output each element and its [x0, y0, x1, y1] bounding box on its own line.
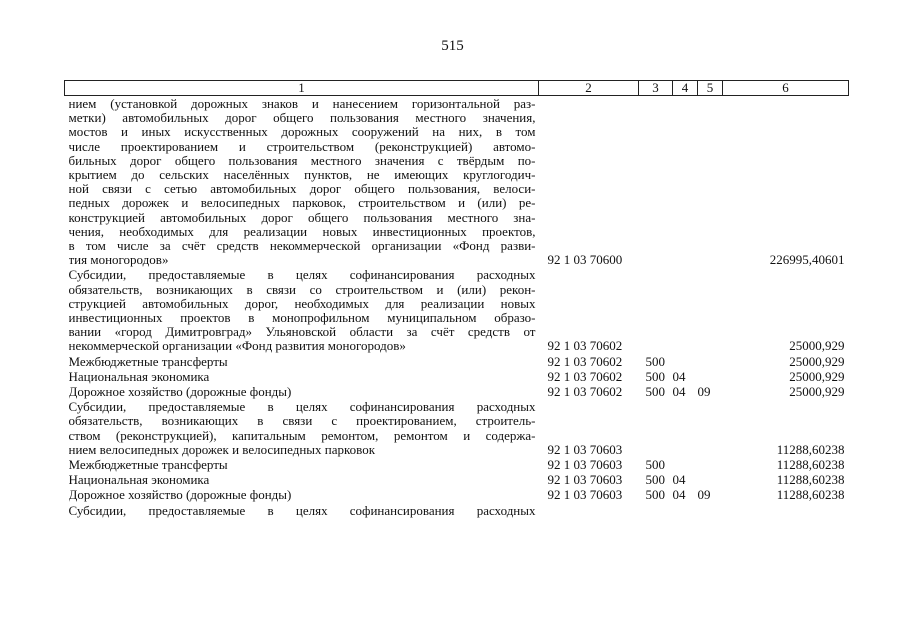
row-name-line: тия моногородов» — [68, 253, 169, 268]
row-group-cell — [639, 267, 673, 353]
table-header — [65, 81, 849, 96]
row-name-line: Межбюджетные трансферты — [68, 458, 228, 473]
row-name-line: крытием до сельских населённых пунктов, не имеющих круглогодич- — [68, 168, 536, 183]
row-name-line: Дорожное хозяйство (дорожные фонды) — [68, 488, 292, 503]
row-amount-cell: 226995,40601 — [769, 252, 845, 268]
row-code-cell: 92 1 03 70602 — [547, 338, 623, 354]
row-subsection-cell — [698, 369, 723, 384]
row-subsection-cell — [698, 457, 723, 472]
row-name-line: обязательств, возникающих в связи со строительством и (или) рекон- — [68, 282, 536, 297]
row-group-cell: 500 — [645, 457, 665, 473]
row-code-cell: 92 1 03 70603 — [547, 487, 623, 503]
row-amount-cell: 25000,929 — [789, 368, 845, 384]
row-amount-cell: 25000,929 — [789, 338, 845, 354]
table-row — [65, 399, 849, 457]
row-name-line: Субсидии, предоставляемые в целях софинансирования расходных — [68, 268, 536, 283]
row-name-line: струкцией автомобильных дорог, необходимых для реализации новых — [68, 296, 536, 311]
row-group-cell: 500 — [645, 353, 665, 369]
header-col-3: 3 — [639, 81, 673, 96]
budget-table — [64, 80, 849, 518]
row-section-cell — [673, 503, 698, 518]
row-group-cell: 500 — [645, 487, 665, 503]
row-section-cell: 04 — [672, 472, 686, 488]
row-name-line: обязательств, возникающих в связи с проектированием, строитель- — [68, 414, 536, 429]
row-section-cell — [673, 399, 698, 457]
row-subsection-cell — [698, 472, 723, 487]
table-row — [65, 96, 849, 268]
row-name-line: инвестиционных проектов в монопрофильном муниципальном образо- — [68, 311, 536, 326]
row-name-line: ством (реконструкцией), капитальным ремонтом, ремонтом и содержа- — [68, 428, 536, 443]
row-code-cell: 92 1 03 70603 — [547, 441, 623, 457]
row-name-cell — [65, 472, 539, 487]
row-subsection-cell: 09 — [697, 384, 711, 400]
row-name-line: числе проектированием и строительством (реконструкцией) автомо- — [68, 139, 536, 154]
row-subsection-cell — [698, 96, 723, 268]
row-name-line: метки) автомобильных дорог общего пользования местного значения, — [68, 111, 536, 126]
row-name-line: вании «город Димитровград» Ульяновской области за счёт средств от — [68, 325, 536, 340]
table-row — [65, 503, 849, 518]
row-group-cell: 500 — [645, 368, 665, 384]
table-row — [65, 354, 849, 369]
row-name-line: нием (установкой дорожных знаков и нанесением горизонтальной раз- — [68, 97, 536, 111]
row-code-cell: 92 1 03 70602 — [547, 368, 623, 384]
row-code-cell — [539, 503, 639, 518]
table-row — [65, 472, 849, 487]
row-amount-cell: 11288,60238 — [776, 472, 845, 488]
header-col-6: 6 — [723, 81, 849, 96]
row-subsection-cell — [698, 354, 723, 369]
header-col-4: 4 — [673, 81, 698, 96]
table-row — [65, 369, 849, 384]
table-row — [65, 457, 849, 472]
header-col-1: 1 — [65, 81, 539, 96]
table-row — [65, 487, 849, 502]
row-code-cell: 92 1 03 70602 — [547, 384, 623, 400]
row-amount-cell: 25000,929 — [789, 353, 845, 369]
header-col-2: 2 — [539, 81, 639, 96]
row-name-line: бильных дорог общего пользования местного значения с твёрдым по- — [68, 153, 536, 168]
row-name-line: конструкцией автомобильных дорог общего пользования местного зна- — [68, 210, 536, 225]
row-name-line: Национальная экономика — [68, 369, 210, 384]
row-code-cell: 92 1 03 70602 — [547, 353, 623, 369]
row-name-line: педных дорожек и велосипедных парковок, строительством и (или) ре- — [68, 196, 536, 211]
row-amount-cell: 11288,60238 — [776, 487, 845, 503]
row-group-cell — [639, 96, 673, 268]
table-body — [65, 96, 849, 518]
row-amount-cell — [723, 503, 849, 518]
row-name-cell — [65, 487, 539, 502]
row-name-line: мостов и иных искусственных дорожных сооружений на них, в том — [68, 125, 536, 140]
row-section-cell — [673, 267, 698, 353]
row-name-line: Субсидии, предоставляемые в целях софинансирования расходных — [68, 400, 536, 415]
row-name-cell — [65, 354, 539, 369]
row-name-line: нием велосипедных дорожек и велосипедных парковок — [68, 442, 376, 457]
row-name-cell — [65, 96, 539, 268]
row-name-line: Межбюджетные трансферты — [68, 354, 228, 369]
row-amount-cell: 11288,60238 — [776, 457, 845, 473]
row-code-cell: 92 1 03 70603 — [547, 457, 623, 473]
row-subsection-cell: 09 — [697, 487, 711, 503]
row-name-line: ной связи с сетью автомобильных дорог общего пользования, велоси- — [68, 182, 536, 197]
row-subsection-cell — [698, 267, 723, 353]
row-amount-cell: 11288,60238 — [776, 441, 845, 457]
row-name-line: в том числе за счёт средств некоммерческой организации «Фонд разви- — [68, 239, 536, 254]
row-name-line: Национальная экономика — [68, 473, 210, 488]
row-code-cell: 92 1 03 70600 — [547, 252, 623, 268]
row-amount-cell: 25000,929 — [789, 384, 845, 400]
row-name-cell — [65, 384, 539, 399]
row-name-cell — [65, 267, 539, 353]
page-number: 515 — [441, 38, 464, 54]
row-name-line: Субсидии, предоставляемые в целях софинансирования расходных — [68, 503, 536, 518]
header-col-5: 5 — [698, 81, 723, 96]
row-name-line: Дорожное хозяйство (дорожные фонды) — [68, 385, 292, 400]
row-group-cell — [639, 503, 673, 518]
row-name-cell — [65, 369, 539, 384]
row-code-cell: 92 1 03 70603 — [547, 472, 623, 488]
row-section-cell — [673, 354, 698, 369]
row-name-cell — [65, 503, 539, 518]
row-section-cell: 04 — [672, 487, 686, 503]
header-row — [65, 81, 849, 96]
row-section-cell — [673, 457, 698, 472]
row-section-cell — [673, 96, 698, 268]
row-section-cell: 04 — [672, 368, 686, 384]
table-row — [65, 267, 849, 353]
row-subsection-cell — [698, 503, 723, 518]
row-name-cell — [65, 399, 539, 457]
row-name-cell — [65, 457, 539, 472]
row-name-line: некоммерческой организации «Фонд развития моногородов» — [68, 339, 406, 354]
row-group-cell: 500 — [645, 384, 665, 400]
row-name-line: чения, необходимых для реализации новых инвестиционных проектов, — [68, 224, 536, 239]
row-group-cell: 500 — [645, 472, 665, 488]
row-group-cell — [639, 399, 673, 457]
row-subsection-cell — [698, 399, 723, 457]
row-section-cell: 04 — [672, 384, 686, 400]
table-row — [65, 384, 849, 399]
